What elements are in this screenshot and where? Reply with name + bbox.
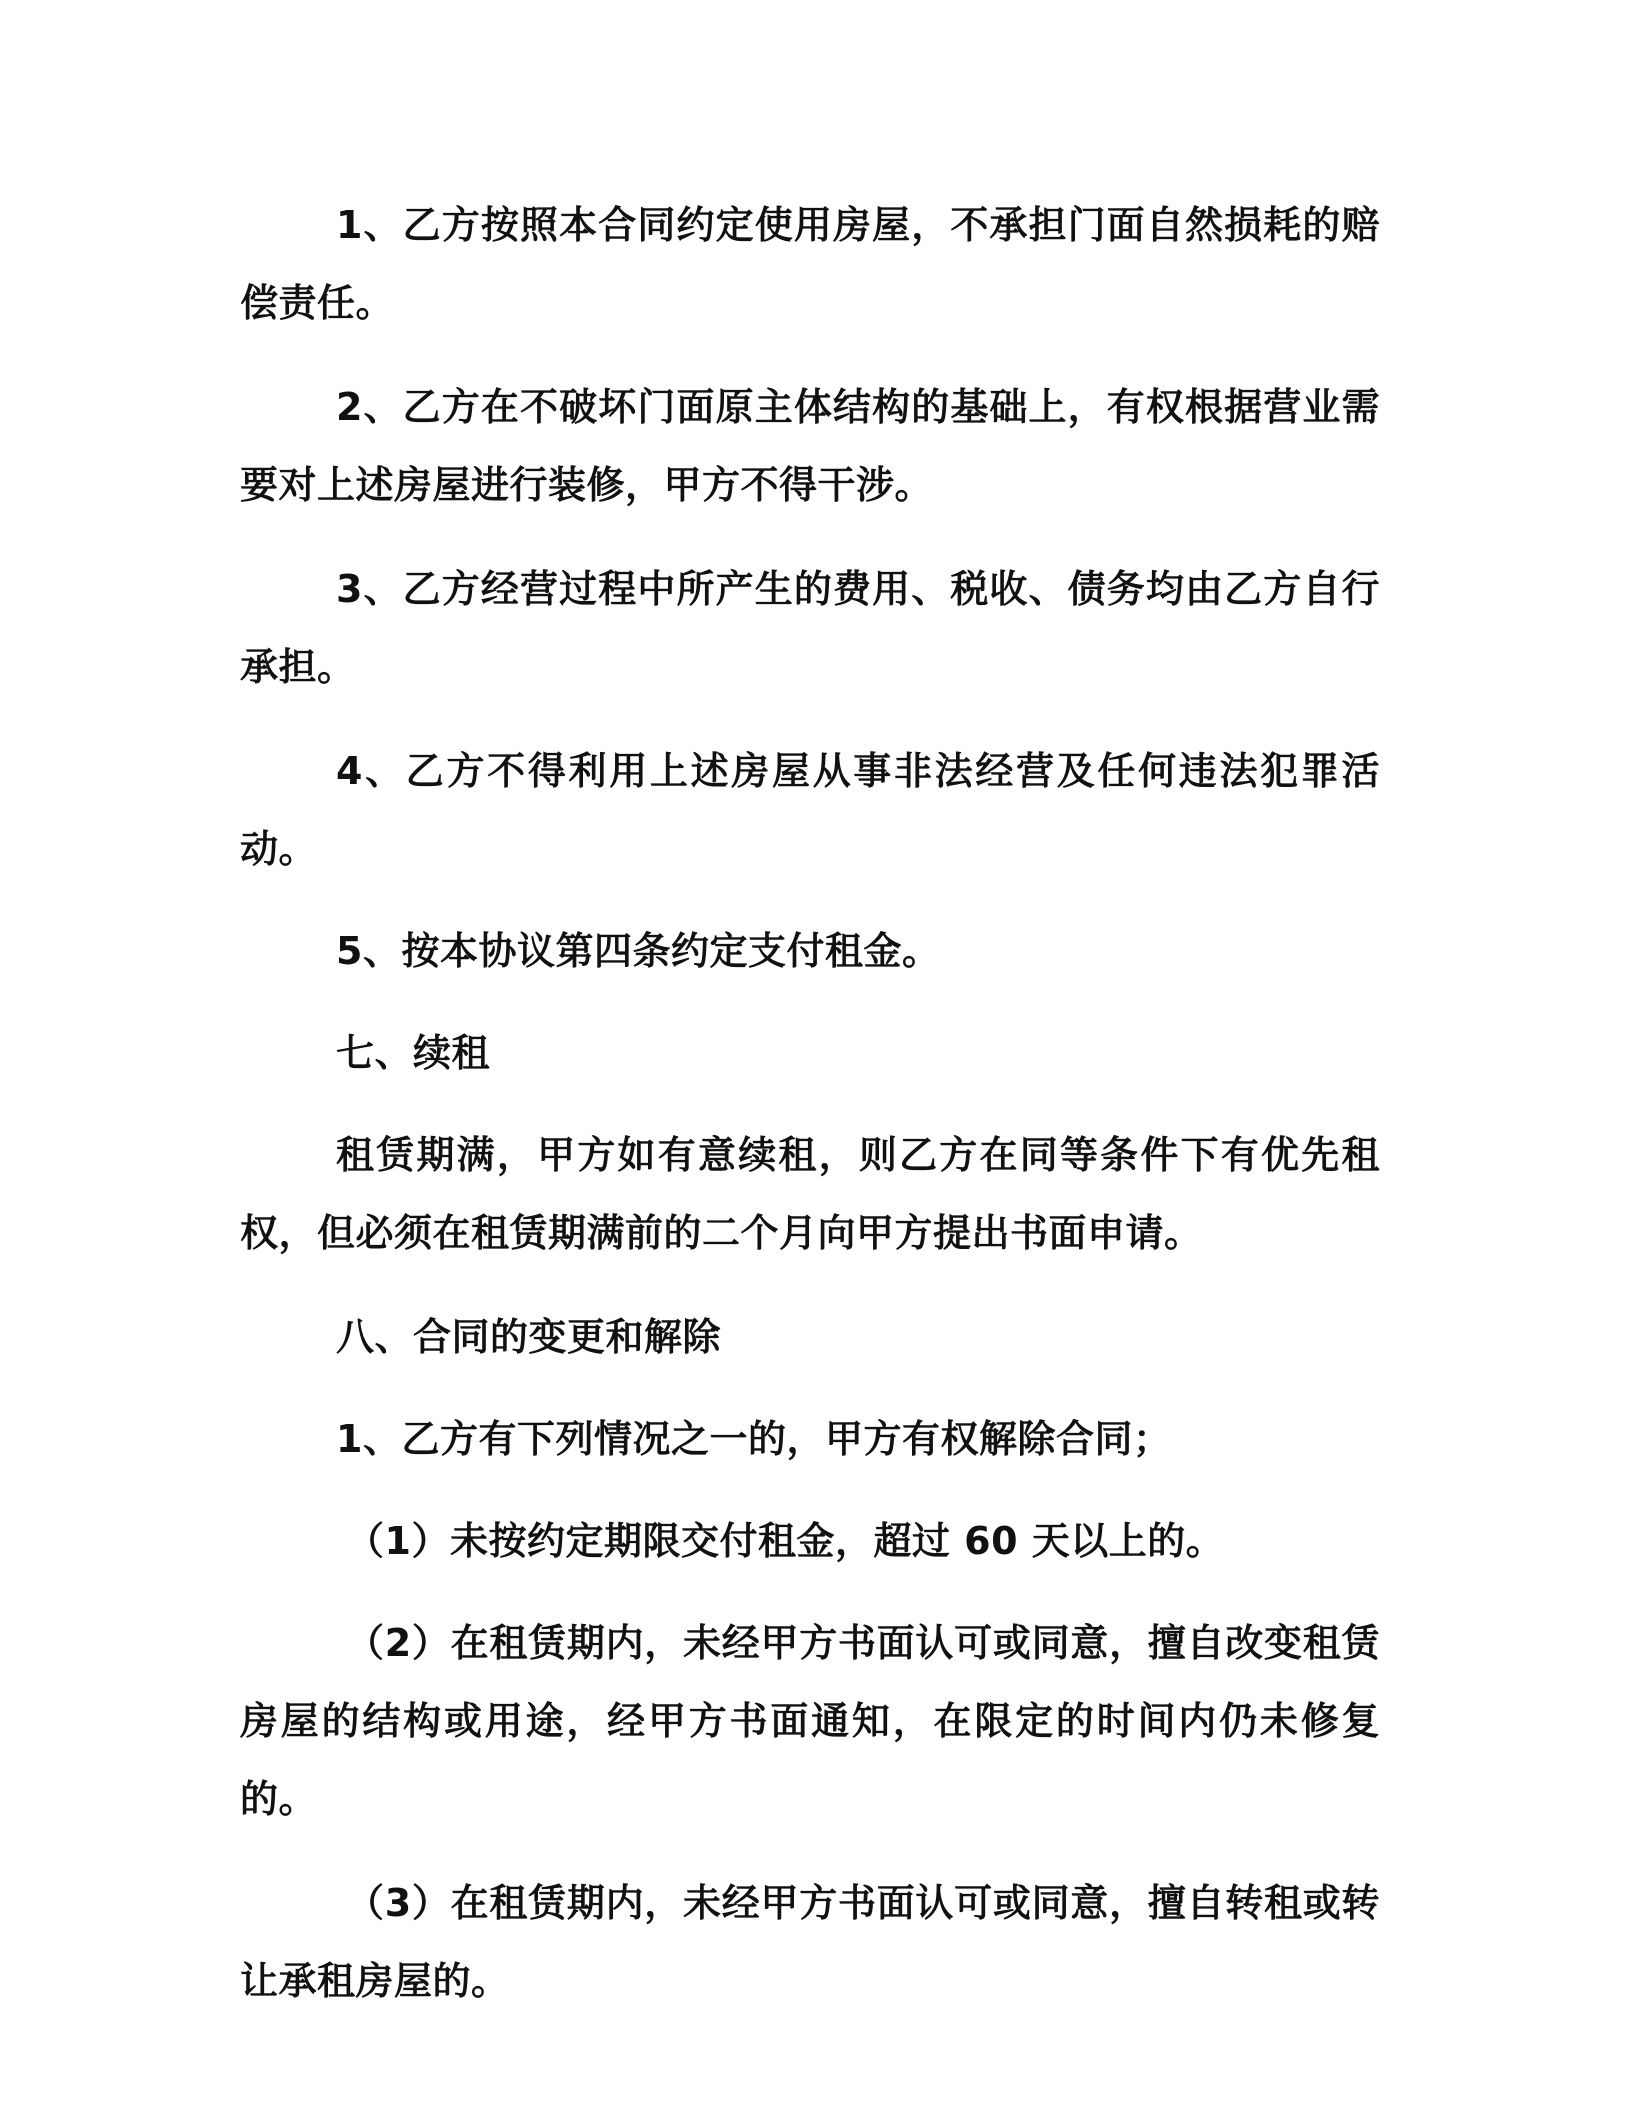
paragraph-clause-6-1: 1、乙方按照本合同约定使用房屋，不承担门面自然损耗的赔偿责任。 [240,203,1380,325]
paragraph-clause-8-1-3: （3）在租赁期内，未经甲方书面认可或同意，擅自转租或转让承租房屋的。 [240,1881,1380,2003]
section-heading-renewal: 七、续租 [336,1031,491,1075]
paragraph-clause-8-1-1: （1）未按约定期限交付租金，超过 60 天以上的。 [346,1519,1225,1563]
paragraph-clause-8-1-2: （2）在租赁期内，未经甲方书面认可或同意，擅自改变租赁房屋的结构或用途，经甲方书面通知，在限定的时间内仍未修复的。 [240,1621,1380,1821]
paragraph-clause-8-1: 1、乙方有下列情况之一的，甲方有权解除合同； [336,1417,1172,1461]
paragraph-renewal: 租赁期满，甲方如有意续租，则乙方在同等条件下有优先租权，但必须在租赁期满前的二个月向甲方提出书面申请。 [240,1133,1380,1255]
document-body [240,186,1380,2046]
section-heading-change-termination: 八、合同的变更和解除 [336,1315,722,1359]
paragraph-clause-6-4: 4、乙方不得利用上述房屋从事非法经营及任何违法犯罪活动。 [240,749,1380,871]
paragraph-clause-6-2: 2、乙方在不破坏门面原主体结构的基础上，有权根据营业需要对上述房屋进行装修，甲方不得干涉。 [240,385,1380,507]
paragraph-clause-6-3: 3、乙方经营过程中所产生的费用、税收、债务均由乙方自行承担。 [240,567,1380,689]
paragraph-clause-6-5: 5、按本协议第四条约定支付租金。 [336,929,941,973]
